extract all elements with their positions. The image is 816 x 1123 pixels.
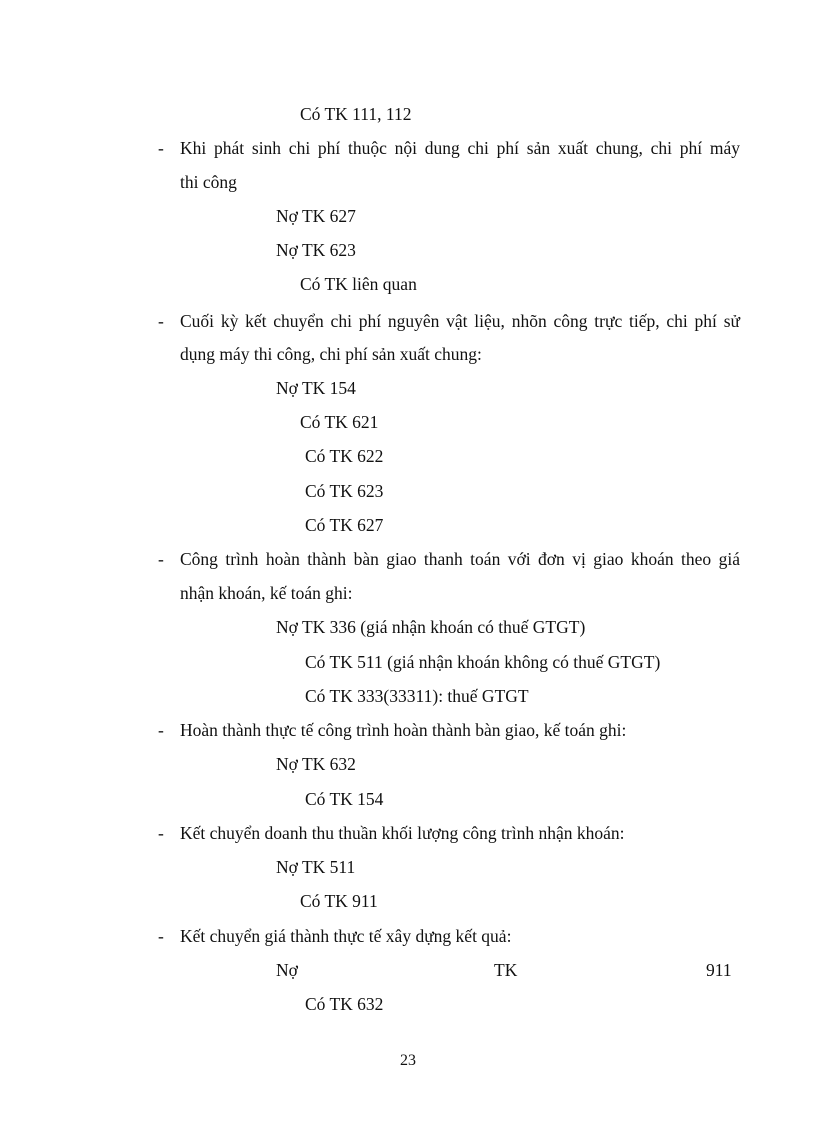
page-number: 23 [400, 1052, 416, 1069]
paragraph-handover: Công trình hoàn thành bàn giao thanh toán với đơn vị giao khoán theo giá [180, 549, 740, 569]
bullet-dash: - [158, 823, 164, 843]
entry-credit-333: Có TK 333(33311): thuế GTGT [305, 686, 529, 706]
entry-credit-511: Có TK 511 (giá nhận khoán không có thuế GTGT) [305, 652, 661, 672]
entry-debit-154: Nợ TK 154 [276, 378, 356, 398]
entry-account-label: TK [494, 960, 518, 980]
paragraph-handover-cont: nhận khoán, kế toán ghi: [180, 583, 353, 603]
entry-credit-111-112: Có TK 111, 112 [300, 104, 412, 124]
paragraph-general-costs: Khi phát sinh chi phí thuộc nội dung chi phí sản xuất chung, chi phí máy [180, 138, 740, 158]
entry-debit-511: Nợ TK 511 [276, 857, 356, 877]
bullet-dash: - [158, 311, 164, 331]
entry-credit-related: Có TK liên quan [300, 274, 417, 294]
paragraph-cost-transfer: Kết chuyển giá thành thực tế xây dựng kết quả: [180, 926, 512, 946]
entry-credit-623: Có TK 623 [305, 481, 384, 501]
paragraph-revenue: Kết chuyển doanh thu thuần khối lượng công trình nhận khoán: [180, 823, 625, 843]
entry-debit-632: Nợ TK 632 [276, 754, 356, 774]
entry-credit-911: Có TK 911 [300, 891, 378, 911]
paragraph-completion: Hoàn thành thực tế công trình hoàn thành bàn giao, kế toán ghi: [180, 720, 627, 740]
entry-credit-632: Có TK 632 [305, 994, 384, 1014]
bullet-dash: - [158, 138, 164, 158]
paragraph-period-end-cont: dụng máy thi công, chi phí sản xuất chung: [180, 344, 482, 364]
paragraph-period-end: Cuối kỳ kết chuyển chi phí nguyên vật liệu, nhõn công trực tiếp, chi phí sử [180, 311, 740, 331]
entry-debit-627: Nợ TK 627 [276, 206, 356, 226]
entry-credit-627: Có TK 627 [305, 515, 384, 535]
entry-credit-622: Có TK 622 [305, 446, 384, 466]
entry-debit-label: Nợ [276, 960, 298, 980]
bullet-dash: - [158, 926, 164, 946]
bullet-dash: - [158, 720, 164, 740]
entry-credit-621: Có TK 621 [300, 412, 379, 432]
entry-account-911: 911 [706, 960, 732, 980]
paragraph-general-costs-cont: thi công [180, 172, 237, 192]
entry-credit-154: Có TK 154 [305, 789, 384, 809]
entry-debit-623: Nợ TK 623 [276, 240, 356, 260]
entry-debit-336: Nợ TK 336 (giá nhận khoán có thuế GTGT) [276, 617, 586, 637]
bullet-dash: - [158, 549, 164, 569]
